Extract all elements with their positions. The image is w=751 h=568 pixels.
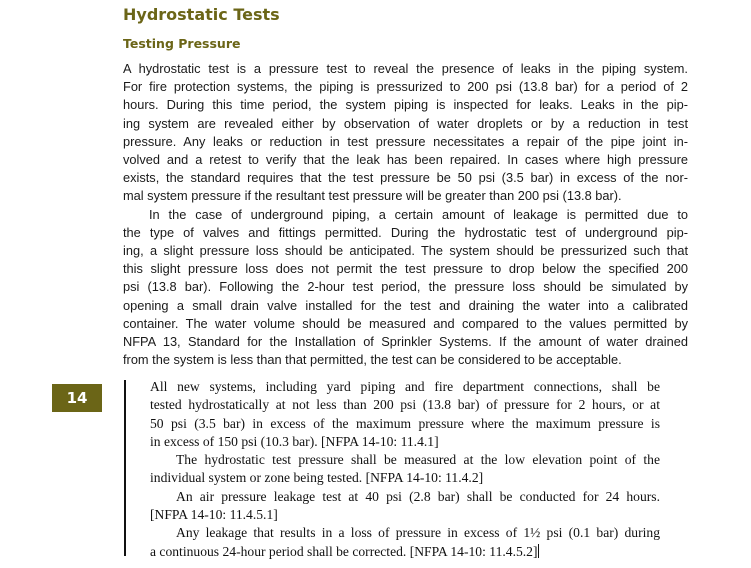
text-line: For fire protection systems, the piping is pressurized to 200 psi (13.8 bar) for a period of 2: [123, 79, 688, 95]
code-excerpt: [150, 378, 660, 561]
text-line: [NFPA 14-10: 11.4.5.1]: [150, 507, 278, 523]
code-paragraph-air-test: [150, 488, 660, 525]
text-line: individual system or zone being tested. [NFPA 14-10: 11.4.2]: [150, 470, 484, 486]
text-line: An air pressure leakage test at 40 psi (2.8 bar) shall be conducted for 24 hours.: [176, 488, 660, 504]
text-line: All new systems, including yard piping and fire department connections, shall be: [150, 379, 660, 394]
text-line: A hydrostatic test is a pressure test to reveal the presence of leaks in the piping system.: [123, 61, 688, 76]
text-line: volved and a retest to verify that the leak has been repaired. In cases where high pressure: [123, 152, 688, 168]
text-line: ing, a slight pressure loss should be anticipated. The system should be pressurized such that: [123, 243, 688, 259]
text-line: 50 psi (3.5 bar) in excess of the maximum pressure where the maximum pressure is: [150, 415, 660, 431]
section-subheading: Testing Pressure: [123, 36, 241, 51]
code-paragraph-test-pressure: [150, 378, 660, 451]
text-line: container. The water volume should be measured and compared to the values permitted by: [123, 315, 688, 331]
text-cursor[interactable]: [538, 544, 539, 558]
code-paragraph-leakage: [150, 524, 660, 561]
text-line: this slight pressure loss does not permit the test pressure to drop below the specified 200: [123, 261, 688, 277]
text-line-content: a continuous 24-hour period shall be corrected. [NFPA 14-10: 11.4.5.2]: [150, 543, 538, 559]
body-text: [123, 60, 688, 369]
text-line: in excess of 150 psi (10.3 bar). [NFPA 14-10: 11.4.1]: [150, 433, 439, 449]
text-line: exists, the standard requires that the test pressure be 50 psi (3.5 bar) in excess of the nor-: [123, 170, 688, 186]
code-excerpt-rule: [124, 380, 126, 556]
code-paragraph-measurement-point: [150, 451, 660, 488]
text-line: [150, 543, 660, 561]
text-line: In the case of underground piping, a certain amount of leakage is permitted due to: [149, 206, 688, 222]
text-line: psi (13.8 bar). Following the 2-hour test period, the pressure loss should be simulated by: [123, 279, 688, 295]
section-heading: Hydrostatic Tests: [123, 5, 280, 24]
text-line: pressure. Any leaks or reduction in test pressure necessitates a repair of the pipe joint in-: [123, 133, 688, 149]
paragraph-hydrostatic-test: [123, 60, 688, 206]
text-line: ing system are revealed either by observation of water droplets or by a reduction in test: [123, 115, 688, 131]
text-line: hours. During this time period, the system piping is inspected for leaks. Leaks in the pip-: [123, 97, 688, 113]
text-line: Any leakage that results in a loss of pressure in excess of 1½ psi (0.1 bar) during: [176, 525, 660, 541]
text-line: The hydrostatic test pressure shall be measured at the low elevation point of the: [176, 452, 660, 468]
chapter-number-badge: 14: [52, 384, 102, 412]
paragraph-underground-piping: [123, 206, 688, 370]
text-line: tested hydrostatically at not less than 200 psi (13.8 bar) of pressure for 2 hours, or at: [150, 397, 660, 413]
text-line: the type of valves and fittings permitted. During the hydrostatic test of underground pip-: [123, 224, 688, 240]
text-line: mal system pressure if the resultant test pressure will be greater than 200 psi (13.8 bar).: [123, 188, 622, 204]
text-line: opening a small drain valve installed for the test and draining the water into a calibrated: [123, 297, 688, 313]
text-line: from the system is less than that permitted, the test can be considered to be acceptable.: [123, 352, 622, 368]
text-line: NFPA 13, Standard for the Installation of Sprinkler Systems. If the amount of water drained: [123, 334, 688, 350]
